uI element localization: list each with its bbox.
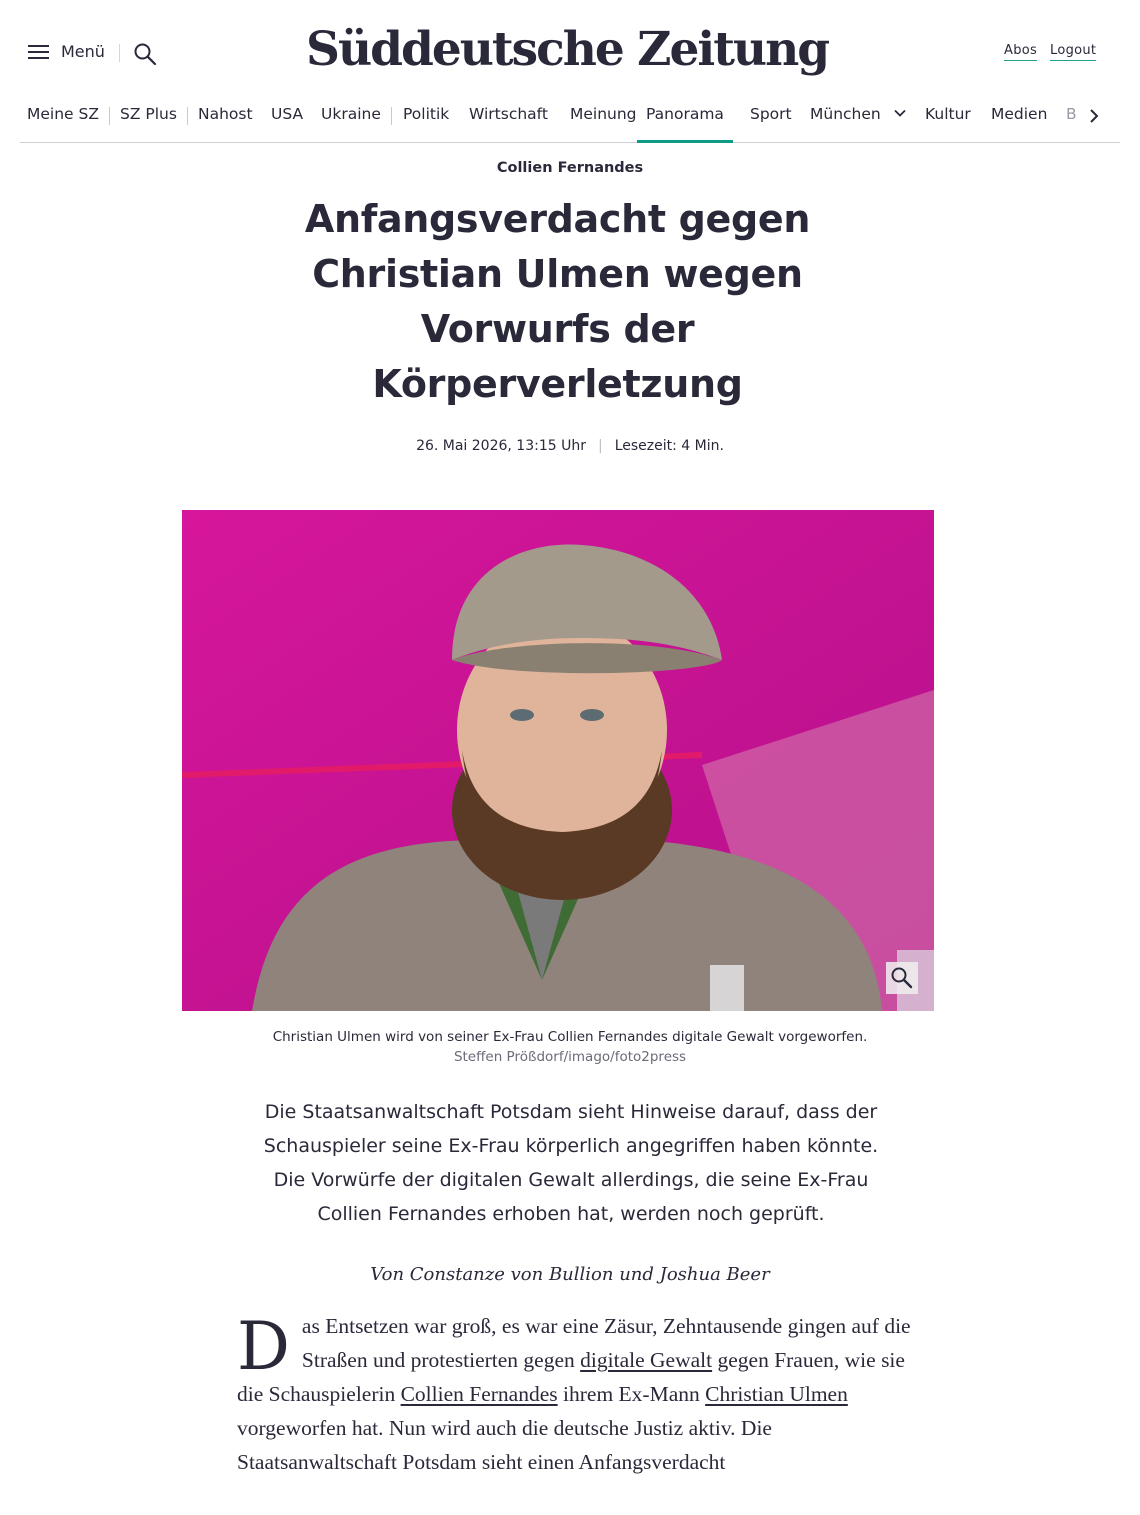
article-kicker: Collien Fernandes [496,160,644,176]
nav-item-usa[interactable]: USA [271,105,304,123]
link-collien-fernandes[interactable]: Collien Fernandes [400,1382,558,1406]
body-text-part: gegen Frauen, wie sie die Schauspielerin [237,1348,905,1406]
nav-item-ukraine[interactable]: Ukraine [321,105,381,123]
article-lead: Die Staatsanwaltschaft Potsdam sieht Hinweise darauf, dass der Schauspieler seine Ex-Frau körperlich angegriffen haben könnte. Die Vorwürfe der digitalen Gewalt allerdings, die seine Ex-Frau Collien Fernandes erhoben hat, werden noch geprüft. [263,1101,879,1225]
article-byline: Von Constanze von Bullion und Joshua Beer [370,1264,770,1285]
nav-item-muenchen[interactable] [810,105,906,138]
link-christian-ulmen[interactable]: Christian Ulmen [705,1382,848,1406]
abos-link[interactable]: Abos [1004,43,1037,61]
dropcap: D [237,1308,290,1385]
logout-link[interactable]: Logout [1050,43,1096,61]
nav-item-nahost[interactable]: Nahost [198,105,253,123]
menu-button[interactable] [28,42,105,61]
site-header [0,0,1140,100]
article-body [237,1309,927,1479]
nav-item-kultur[interactable]: Kultur [925,105,971,123]
nav-item-sport[interactable]: Sport [750,105,792,123]
nav-item-muenchen-label: München [810,105,881,123]
header-divider [119,44,120,62]
body-text-part: vorgeworfen hat. Nun wird auch die deutsche Justiz aktiv. Die Staatsanwaltschaft Potsdam sieht einen Anfangsverdacht [237,1416,772,1474]
meta-separator: | [597,438,603,454]
nav-separator [391,107,392,125]
body-text-part: as Entsetzen war groß, es war eine Zäsur, Zehntausende gingen auf die Straßen und protestierten gegen [301,1314,911,1372]
chevron-down-icon [894,109,906,117]
image-zoom-button[interactable] [886,962,918,994]
nav-item-wirtschaft[interactable]: Wirtschaft [469,105,548,123]
nav-item-medien[interactable]: Medien [991,105,1048,123]
nav-item-meine-sz[interactable]: Meine SZ [27,105,99,123]
zoom-icon [886,962,918,994]
hamburger-icon [28,44,49,60]
link-digitale-gewalt[interactable]: digitale Gewalt [580,1348,713,1372]
search-button[interactable] [133,42,157,66]
nav-item-sz-plus[interactable]: SZ Plus [120,105,177,123]
article-meta [0,438,1140,454]
article-headline: Anfangsverdacht gegen Christian Ulmen wegen Vorwurfs der Körperverletzung [304,197,811,406]
body-text-part: ihrem Ex-Mann [557,1382,706,1406]
site-logo[interactable]: Süddeutsche Zeitung [306,22,829,77]
photo-caption: Christian Ulmen wird von seiner Ex-Frau Collien Fernandes digitale Gewalt vorgeworfen. [272,1029,868,1045]
nav-scroll-right-button[interactable] [1082,102,1112,132]
section-nav [20,100,1120,143]
nav-item-truncated[interactable]: B [1066,105,1077,123]
chevron-right-icon [1082,102,1112,132]
search-icon [133,42,157,66]
nav-separator [109,107,110,125]
reading-time: Lesezeit: 4 Min. [614,438,724,454]
menu-label: Menü [61,42,105,61]
article-photo[interactable] [182,510,934,1011]
photo-credit: Steffen Prößdorf/imago/foto2press [453,1049,687,1065]
nav-item-politik[interactable]: Politik [403,105,450,123]
nav-item-meinung[interactable]: Meinung [570,105,637,123]
portrait-illustration [182,510,934,1011]
nav-item-panorama[interactable]: Panorama [637,105,733,143]
nav-separator [187,107,188,125]
article-date: 26. Mai 2026, 13:15 Uhr [416,438,586,454]
